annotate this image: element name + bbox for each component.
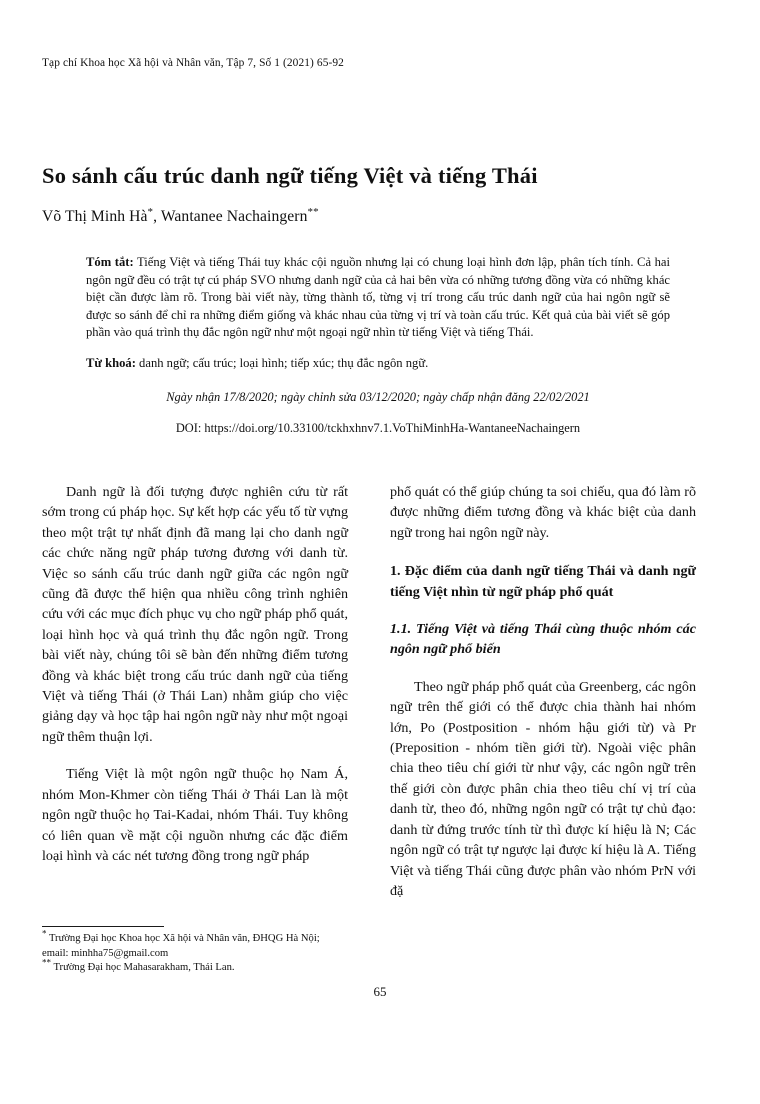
keywords-text: danh ngữ; cấu trúc; loại hình; tiếp xúc; thụ đắc ngôn ngữ. xyxy=(135,355,429,370)
paragraph-spacer xyxy=(390,660,696,677)
page-number: 65 xyxy=(373,984,387,999)
paragraph-spacer xyxy=(42,747,348,764)
body-columns xyxy=(42,482,718,912)
body-paragraph: Tiếng Việt là một ngôn ngữ thuộc họ Nam Á, nhóm Mon-Khmer còn tiếng Thái ở Thái Lan là một ngôn ngữ thuộc họ Tai-Kadai, nhóm Thái. Tuy không có liên quan về mặt cội nguồn nhưng các đặc điểm loại hình và các nét tương đồng trong ngữ pháp xyxy=(42,766,348,864)
subsection-spacer xyxy=(390,602,696,619)
page-content-area xyxy=(42,0,718,1024)
author-footnote-marker-2: ** xyxy=(307,205,319,218)
submission-dates: Ngày nhận 17/8/2020; ngày chỉnh sửa 03/12/2020; ngày chấp nhận đăng 22/02/2021 xyxy=(166,389,590,404)
page-title: So sánh cấu trúc danh ngữ tiếng Việt và tiếng Thái xyxy=(42,163,538,189)
body-paragraph: Danh ngữ là đối tượng được nghiên cứu từ rất sớm trong cú pháp học. Sự kết hợp các yếu tố từ vựng theo một trật tự nhất định đã mang lại cho danh ngữ các chức năng ngữ pháp tương đương với danh từ. Việc so sánh cấu trúc danh ngữ giữa các ngôn ngữ cũng đã được thể hiện qua nhiều công trình nghiên cứu với các mục đích phục vụ cho ngữ pháp phổ quát, loại hình học và quá trình thụ đắc ngôn ngữ. Trong bài viết này, chúng tôi sẽ bàn đến những điểm tương đồng và khác biệt trong cấu trúc danh ngữ của tiếng Việt và tiếng Thái (ở Thái Lan) nhằm giúp cho việc giảng dạy và học tập hai ngôn ngữ này như một ngoại ngữ thêm thuận lợi. xyxy=(42,484,348,745)
doi-line[interactable]: DOI: https://doi.org/10.33100/tckhxhnv7.1.VoThiMinhHa-WantaneeNachaingern xyxy=(175,420,581,435)
abstract-label: Tóm tắt: xyxy=(86,255,134,269)
section-spacer xyxy=(390,543,696,561)
author-primary: Võ Thị Minh Hà xyxy=(42,208,148,225)
author-secondary: , Wantanee Nachaingern xyxy=(153,208,308,225)
keywords-label: Từ khoá: xyxy=(86,355,136,370)
abstract-paragraph xyxy=(86,254,670,342)
footnotes-block xyxy=(42,928,348,976)
footnote-item xyxy=(42,928,348,961)
footnote-separator xyxy=(42,926,164,927)
author-line xyxy=(42,205,718,226)
subsection-heading-1-1: 1.1. Tiếng Việt và tiếng Thái cùng thuộc nhóm các ngôn ngữ phổ biến xyxy=(390,621,696,658)
footnote-text-1: Trường Đại học Khoa học Xã hội và Nhân văn, ĐHQG Hà Nội; email: minhha75@gmail.com xyxy=(42,933,320,959)
abstract-block xyxy=(86,254,670,436)
footnote-marker-2: ** xyxy=(42,957,51,968)
footnote-marker-1: * xyxy=(42,928,47,939)
abstract-text: Tiếng Việt và tiếng Thái tuy khác cội nguồn nhưng lại có chung loại hình đơn lập, phân tích tính. Cả hai ngôn ngữ đều có trật tự cú pháp SVO nhưng danh ngữ của cả hai bên vừa có những tương đồng vừa có những khác biệt cần được làm rõ. Trong bài viết này, từng thành tố, từng vị trí trong cấu trúc danh ngữ của hai ngôn ngữ sẽ được so sánh để chỉ ra những điểm giống và khác nhau của từng vị trí và toàn cấu trúc. Kết quả của bài viết sẽ góp phần vào quá trình thụ đắc ngôn ngữ như một ngoại ngữ nhìn từ tiếng Việt và tiếng Thái. xyxy=(86,255,670,340)
footnote-text-2: Trường Đại học Mahasarakham, Thái Lan. xyxy=(51,962,235,974)
footnote-item xyxy=(42,957,348,976)
body-paragraph: Theo ngữ pháp phổ quát của Greenberg, các ngôn ngữ trên thế giới có thể được chia thành hai nhóm lớn, Po (Postposition - nhóm hậu giới từ) và Pr (Preposition - nhóm tiền giới từ). Ngoài việc phân chia theo tiêu chí giới từ như vậy, các ngôn ngữ trên thế giới còn được phân chia theo tiêu chí vị trí của danh từ, theo đó, những ngôn ngữ có trật tự chủ đạo: danh từ đứng trước tính từ thì được kí hiệu là N; Các ngôn ngữ có trật tự ngược lại được kí hiệu là A. Tiếng Việt và tiếng Thái cũng được phân vào nhóm PrN với đặ xyxy=(390,678,696,899)
body-paragraph-continuation: phổ quát có thể giúp chúng ta soi chiếu, qua đó làm rõ được những điểm tương đồng và khác biệt của danh ngữ trong hai ngôn ngữ này. xyxy=(390,484,696,541)
right-column xyxy=(390,482,696,901)
keywords-paragraph xyxy=(86,355,670,373)
author-footnote-marker-1: * xyxy=(147,205,154,218)
section-heading-1: 1. Đặc điểm của danh ngữ tiếng Thái và danh ngữ tiếng Việt nhìn từ ngữ pháp phổ quát xyxy=(390,563,696,600)
left-column xyxy=(42,482,348,866)
running-head: Tạp chí Khoa học Xã hội và Nhân văn, Tập 7, Số 1 (2021) 65-92 xyxy=(42,57,344,69)
